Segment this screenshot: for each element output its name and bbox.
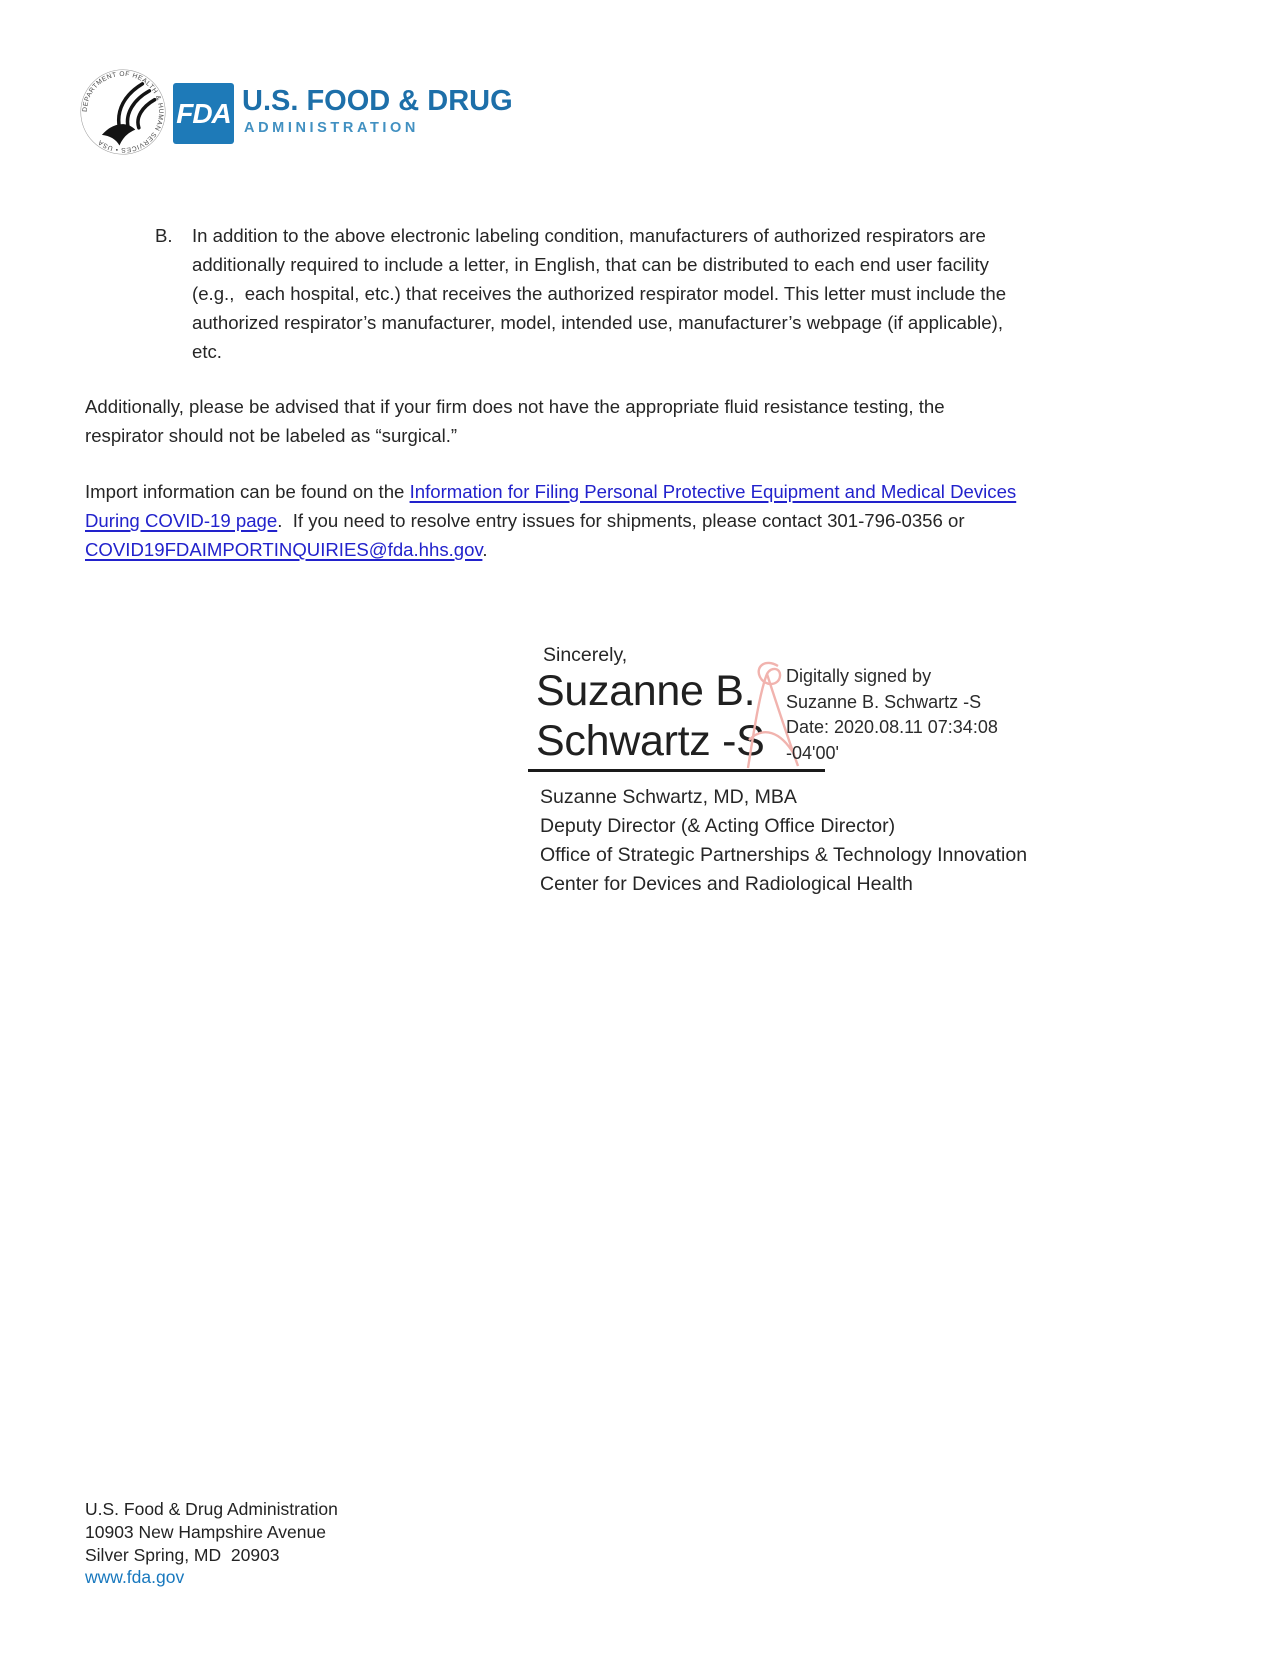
text-line: authorized respirator’s manufacturer, model, intended use, manufacturer’s webpage (if applicable),: [192, 312, 1004, 333]
text-line: respirator should not be labeled as “surgical.”: [85, 425, 458, 446]
fda-gov-link[interactable]: www.fda.gov: [85, 1567, 185, 1587]
text-line: Deputy Director (& Acting Office Director): [540, 815, 896, 837]
signature-name-line1: Suzanne B.: [536, 667, 756, 715]
text-line: [85, 477, 1016, 506]
list-marker-b: B.: [155, 225, 173, 246]
text-line: additionally required to include a letter, in English, that can be distributed to each end user facility: [192, 254, 989, 275]
signature-underline: [528, 769, 825, 772]
text-line: (e.g., each hospital, etc.) that receives the authorized respirator model. This letter must include the: [192, 283, 1007, 304]
text-line: etc.: [192, 341, 222, 362]
text-line: Additionally, please be advised that if your firm does not have the appropriate fluid resistance testing, the: [85, 396, 945, 417]
fda-brand-line1: U.S. FOOD & DRUG: [242, 85, 513, 117]
fda-acronym: FDA: [176, 98, 231, 129]
text-line: Suzanne B. Schwartz -S: [786, 691, 982, 712]
fluid-resistance-paragraph: [85, 392, 945, 450]
signature-name-line2: Schwartz -S: [536, 717, 765, 765]
hhs-seal-icon: [78, 68, 168, 156]
import-text-end: .: [482, 539, 488, 560]
text-line: -04'00': [786, 742, 839, 763]
item-b-paragraph: [192, 221, 1006, 366]
signer-info-block: [540, 783, 1027, 899]
fda-brand-line2: ADMINISTRATION: [244, 120, 419, 136]
text-line: Digitally signed by: [786, 666, 932, 686]
import-email-link[interactable]: COVID19FDAIMPORTINQUIRIES@fda.hhs.gov: [85, 539, 483, 560]
text-line: Silver Spring, MD 20903: [85, 1545, 280, 1565]
import-info-paragraph: [85, 477, 1016, 564]
hhs-seal-text: DEPARTMENT OF HEALTH & HUMAN SERVICES • USA: [81, 70, 165, 154]
digital-signature-name: [536, 666, 764, 766]
text-line: Center for Devices and Radiological Health: [540, 873, 913, 895]
text-line: U.S. Food & Drug Administration: [85, 1499, 338, 1519]
text-line: In addition to the above electronic labeling condition, manufacturers of authorized respirators are: [192, 225, 986, 246]
text-line: 10903 New Hampshire Avenue: [85, 1522, 326, 1542]
svg-text:DEPARTMENT OF HEALTH & HUMAN S: [82, 71, 164, 153]
footer-address: [85, 1498, 338, 1567]
text-line: [85, 535, 1016, 564]
import-text-start: Import information can be found on the: [85, 481, 410, 502]
import-text-middle: . If you need to resolve entry issues for shipments, please contact 301-796-0356 or: [277, 510, 965, 531]
ppe-filing-link-continued[interactable]: During COVID-19 page: [85, 510, 278, 531]
salutation: Sincerely,: [543, 644, 628, 666]
text-line: Suzanne Schwartz, MD, MBA: [540, 786, 797, 808]
fda-logo-box: [173, 83, 234, 144]
text-line: Date: 2020.08.11 07:34:08: [786, 717, 998, 737]
text-line: [85, 506, 1016, 535]
hhs-eagle-icon: [119, 84, 155, 128]
digital-signature-details: [786, 664, 998, 766]
ppe-filing-link[interactable]: Information for Filing Personal Protective Equipment and Medical Devices: [409, 481, 1017, 502]
text-line: Office of Strategic Partnerships & Technology Innovation: [540, 844, 1028, 866]
